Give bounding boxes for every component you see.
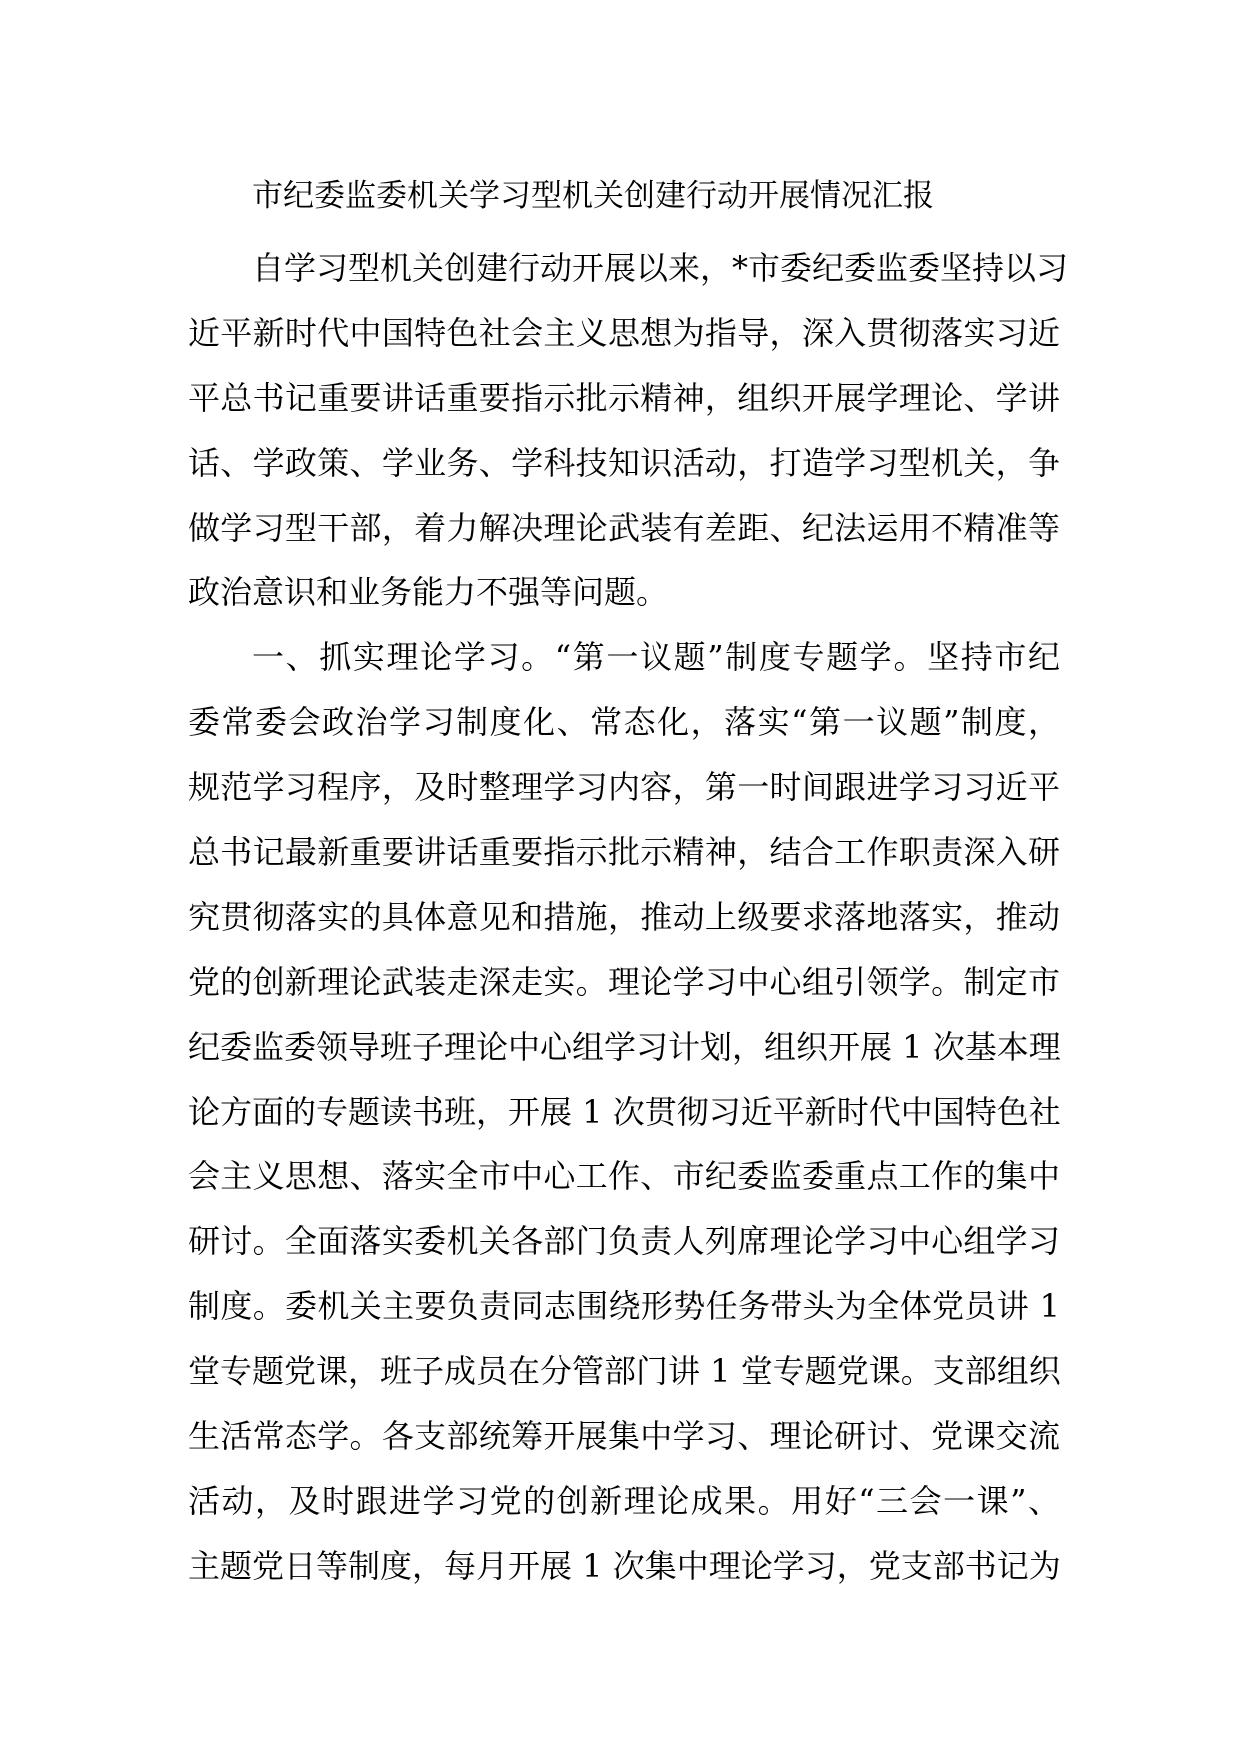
paragraph-2-line-9: 会主义思想、落实全市中心工作、市纪委监委重点工作的集中: [188, 1157, 1060, 1196]
paragraph-1-line-2: 近平新时代中国特色社会主义思想为指导，深入贯彻落实习近: [188, 313, 1060, 352]
paragraph-2-line-8: 论方面的专题读书班，开展 1 次贯彻习近平新时代中国特色社: [188, 1092, 1061, 1131]
paragraph-2-line-2: 委常委会政治学习制度化、常态化，落实“第一议题”制度，: [188, 703, 1060, 742]
paragraph-2-line-6: 党的创新理论武装走深走实。理论学习中心组引领学。制定市: [188, 962, 1060, 1001]
document-body: [188, 236, 1069, 1599]
paragraph-1-line-4: 话、学政策、学业务、学科技知识活动，打造学习型机关，争: [188, 443, 1060, 482]
paragraph-2-line-3: 规范学习程序，及时整理学习内容，第一时间跟进学习习近平: [188, 768, 1060, 807]
document-title: 市纪委监委机关学习型机关创建行动开展情况汇报: [252, 178, 934, 214]
paragraph-2-line-7: 纪委监委领导班子理论中心组学习计划，组织开展 1 次基本理: [188, 1027, 1061, 1066]
paragraph-2-line-13: 生活常态学。各支部统筹开展集中学习、理论研讨、党课交流: [188, 1417, 1060, 1456]
paragraph-2-line-1: 一、抓实理论学习。“第一议题”制度专题学。坚持市纪: [252, 638, 1060, 677]
paragraph-2-line-12: 堂专题党课，班子成员在分管部门讲 1 堂专题党课。支部组织: [188, 1352, 1061, 1391]
paragraph-2-line-15: 主题党日等制度，每月开展 1 次集中理论学习，党支部书记为: [188, 1546, 1061, 1585]
paragraph-2-line-5: 究贯彻落实的具体意见和措施，推动上级要求落地落实，推动: [188, 897, 1060, 936]
paragraph-2-line-4: 总书记最新重要讲话重要指示批示精神，结合工作职责深入研: [188, 833, 1060, 872]
paragraph-2-line-11: 制度。委机关主要负责同志围绕形势任务带头为全体党员讲 1: [188, 1287, 1060, 1326]
paragraph-1-line-5: 做学习型干部，着力解决理论武装有差距、纪法运用不精准等: [188, 508, 1060, 547]
paragraph-1-line-6: 政治意识和业务能力不强等问题。: [188, 573, 669, 612]
paragraph-1-line-3: 平总书记重要讲话重要指示批示精神，组织开展学理论、学讲: [188, 378, 1060, 417]
paragraph-1-line-1: 自学习型机关创建行动开展以来，*市委纪委监委坚持以习: [252, 249, 1069, 287]
paragraph-2-line-14: 活动，及时跟进学习党的创新理论成果。用好“三会一课”、: [188, 1481, 1060, 1520]
paragraph-2-line-10: 研讨。全面落实委机关各部门负责人列席理论学习中心组学习: [188, 1222, 1060, 1261]
